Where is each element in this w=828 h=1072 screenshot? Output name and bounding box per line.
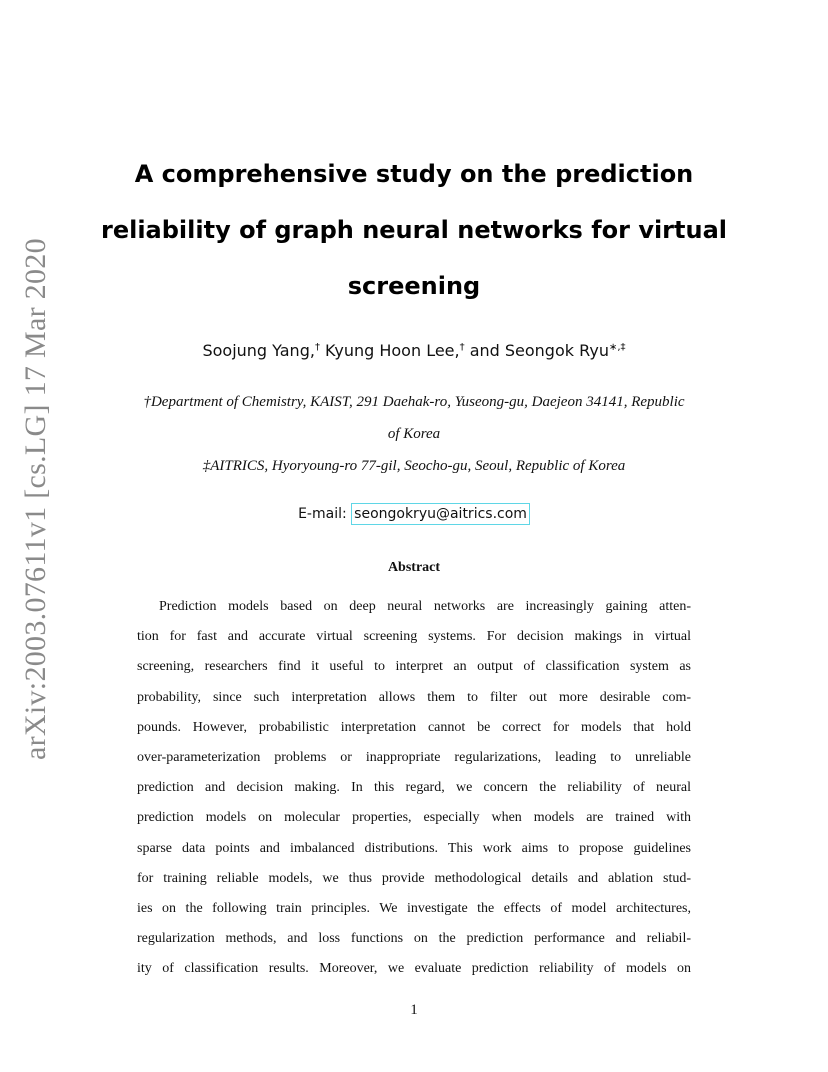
email-line xyxy=(100,502,728,526)
abstract-line: prediction models on molecular properties, especially when models are trained with xyxy=(137,810,691,826)
affiliation-line: ‡AITRICS, Hyoryoung-ro 77-gil, Seocho-gu, Seoul, Republic of Korea xyxy=(202,458,626,474)
affiliation-line: of Korea xyxy=(387,426,441,442)
abstract-line: for training reliable models, we thus provide methodological details and ablation stud- xyxy=(137,870,691,886)
affiliation-mark: † xyxy=(459,342,465,353)
title-line: A comprehensive study on the prediction xyxy=(134,160,694,188)
affiliation-kaist xyxy=(100,386,728,450)
abstract-line: pounds. However, probabilistic interpretation cannot be correct for models that hold xyxy=(137,719,691,735)
abstract-line: ies on the following train principles. We investigate the effects of model architectures, xyxy=(137,900,691,916)
abstract-line: Prediction models based on deep neural networks are increasingly gaining atten- xyxy=(159,599,691,614)
arxiv-identifier: arXiv:2003.07611v1 [cs.LG] 17 Mar 2020 xyxy=(19,238,52,760)
abstract-line: ity of classification results. Moreover, we evaluate prediction reliability of models on xyxy=(137,961,691,977)
abstract-line: tion for fast and accurate virtual screening systems. For decision makings in virtual xyxy=(137,629,691,645)
abstract-line: prediction and decision making. In this regard, we concern the reliability of neural xyxy=(137,780,691,796)
abstract-line: regularization methods, and loss functions on the prediction performance and reliabil- xyxy=(137,931,691,947)
affiliation-aitrics xyxy=(100,450,728,482)
abstract-line: screening, researchers find it useful to interpret an output of classification system as xyxy=(137,659,691,675)
title-line: reliability of graph neural networks for virtual xyxy=(100,216,727,244)
author-name: Kyung Hoon Lee, xyxy=(325,341,460,360)
abstract-line: sparse data points and imbalanced distributions. This work aims to propose guidelines xyxy=(137,840,691,856)
abstract-line: over-parameterization problems or inappropriate regularizations, leading to unreliable xyxy=(137,749,691,765)
affiliation-mark: † xyxy=(314,342,320,353)
author-name: and Seongok Ryu xyxy=(469,341,609,360)
abstract-line: probability, since such interpretation allows them to filter out more desirable com- xyxy=(137,689,691,705)
author-name: Soojung Yang, xyxy=(202,341,315,360)
author-list xyxy=(100,338,728,364)
paper-title xyxy=(100,146,728,314)
email-link[interactable]: seongokryu@aitrics.com xyxy=(351,503,530,525)
affiliation-line: †Department of Chemistry, KAIST, 291 Daehak-ro, Yuseong-gu, Daejeon 34141, Republic xyxy=(143,394,685,410)
abstract-body xyxy=(137,592,691,984)
email-label: E-mail: xyxy=(298,506,347,522)
page-number: 1 xyxy=(410,1002,418,1018)
abstract-heading: Abstract xyxy=(387,560,441,575)
affiliation-mark: ∗,‡ xyxy=(608,342,626,353)
title-line: screening xyxy=(347,272,481,300)
